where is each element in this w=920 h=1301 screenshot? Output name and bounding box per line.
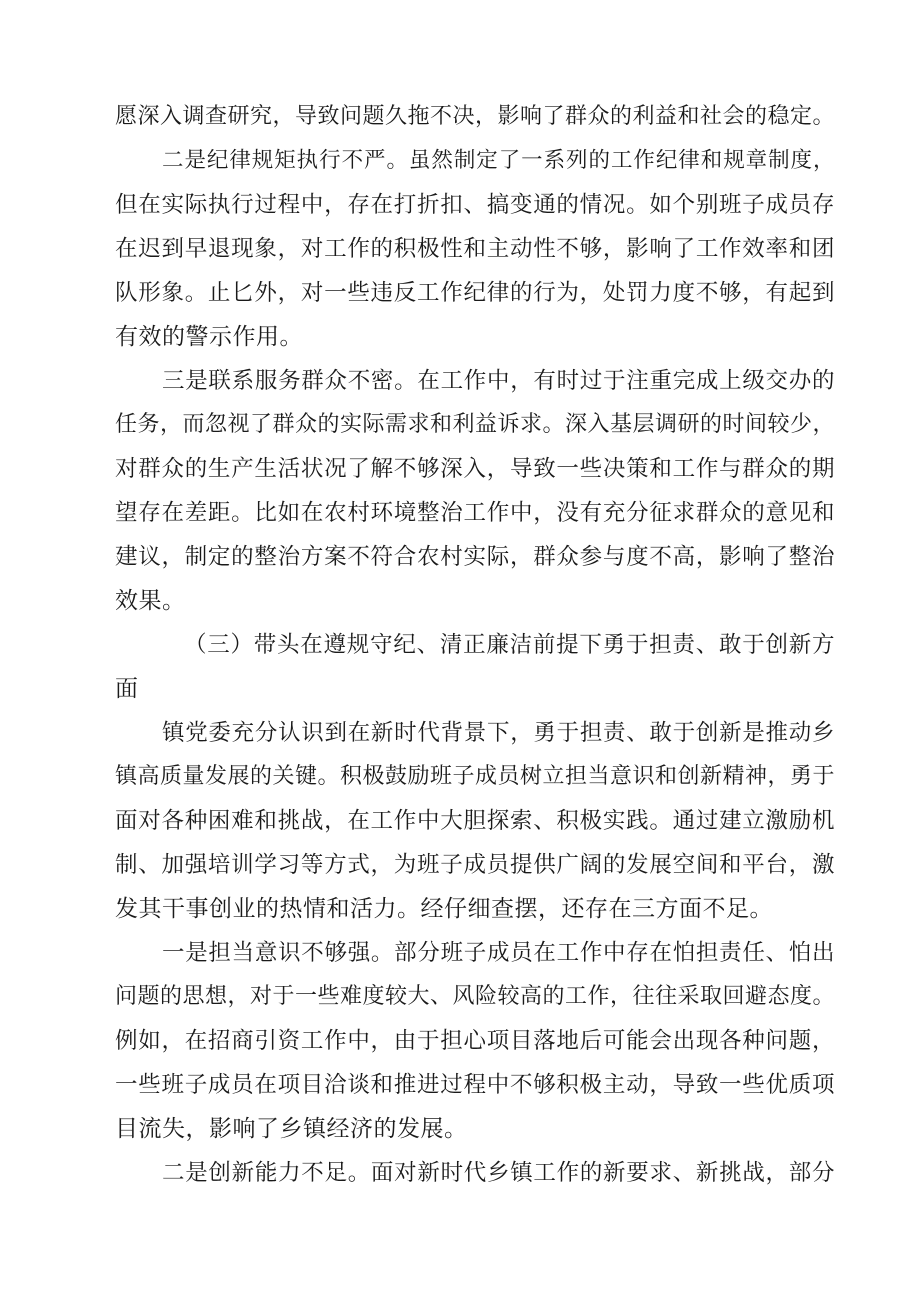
text-line: 愿深入调查研究，导致问题久拖不决，影响了群众的利益和社会的稳定。 bbox=[115, 104, 836, 129]
text-line: 在迟到早退现象，对工作的积极性和主动性不够，影响了工作效率和团 bbox=[115, 236, 835, 262]
text-line: 镇高质量发展的关键。积极鼓励班子成员树立担当意识和创新精神，勇于 bbox=[115, 764, 836, 789]
text-line: 例如，在招商引资工作中，由于担心项目落地后可能会出现各种问题， bbox=[115, 1028, 835, 1054]
text-line: 但在实际执行过程中，存在打折扣、搞变通的情况。如个别班子成员存 bbox=[115, 192, 835, 218]
text-line: 望存在差距。比如在农村环境整治工作中，没有充分征求群众的意见和 bbox=[115, 500, 835, 526]
text-line: 发其干事创业的热情和活力。经仔细查摆，还存在三方面不足。 bbox=[115, 896, 773, 922]
text-line: 队形象。止匕外，对一些违反工作纪律的行为，处罚力度不够，有起到 bbox=[115, 280, 835, 306]
text-line: 有效的警示作用。 bbox=[115, 324, 303, 350]
text-line: 一些班子成员在项目洽谈和推进过程中不够积极主动，导致一些优质项 bbox=[115, 1072, 835, 1098]
paragraph-innovation-start: 二是创新能力不足。面对新时代乡镇工作的新要求、新挑战，部分 bbox=[162, 1160, 835, 1186]
text-line: 制、加强培训学习等方式，为班子成员提供广阔的发展空间和平台，激 bbox=[115, 852, 835, 878]
section-heading-continued: 面 bbox=[115, 676, 139, 702]
text-line: 任务，而忽视了群众的实际需求和利益诉求。深入基层调研的时间较少， bbox=[115, 412, 836, 437]
text-line: 效果。 bbox=[115, 588, 186, 614]
paragraph-party-committee-start: 镇党委充分认识到在新时代背景下，勇于担责、敢于创新是推动乡 bbox=[162, 720, 835, 746]
text-line: 对群众的生产生活状况了解不够深入，导致一些决策和工作与群众的期 bbox=[115, 456, 835, 482]
section-heading: （三）带头在遵规守纪、清正廉洁前提下勇于担责、敢于创新方 bbox=[184, 632, 835, 658]
paragraph-responsibility-start: 一是担当意识不够强。部分班子成员在工作中存在怕担责任、怕出 bbox=[162, 940, 835, 966]
text-line: 建议，制定的整治方案不符合农村实际，群众参与度不高，影响了整治 bbox=[115, 544, 835, 570]
text-line: 面对各种困难和挑战，在工作中大胆探索、积极实践。通过建立激励机 bbox=[115, 808, 835, 834]
paragraph-discipline-start: 二是纪律规矩执行不严。虽然制定了一系列的工作纪律和规章制度， bbox=[162, 148, 835, 173]
text-line: 目流失，影响了乡镇经济的发展。 bbox=[115, 1116, 468, 1142]
text-line: 问题的思想，对于一些难度较大、风险较高的工作，往往采取回避态度。 bbox=[115, 984, 836, 1009]
paragraph-contact-masses-start: 三是联系服务群众不密。在工作中，有时过于注重完成上级交办的 bbox=[162, 368, 835, 394]
